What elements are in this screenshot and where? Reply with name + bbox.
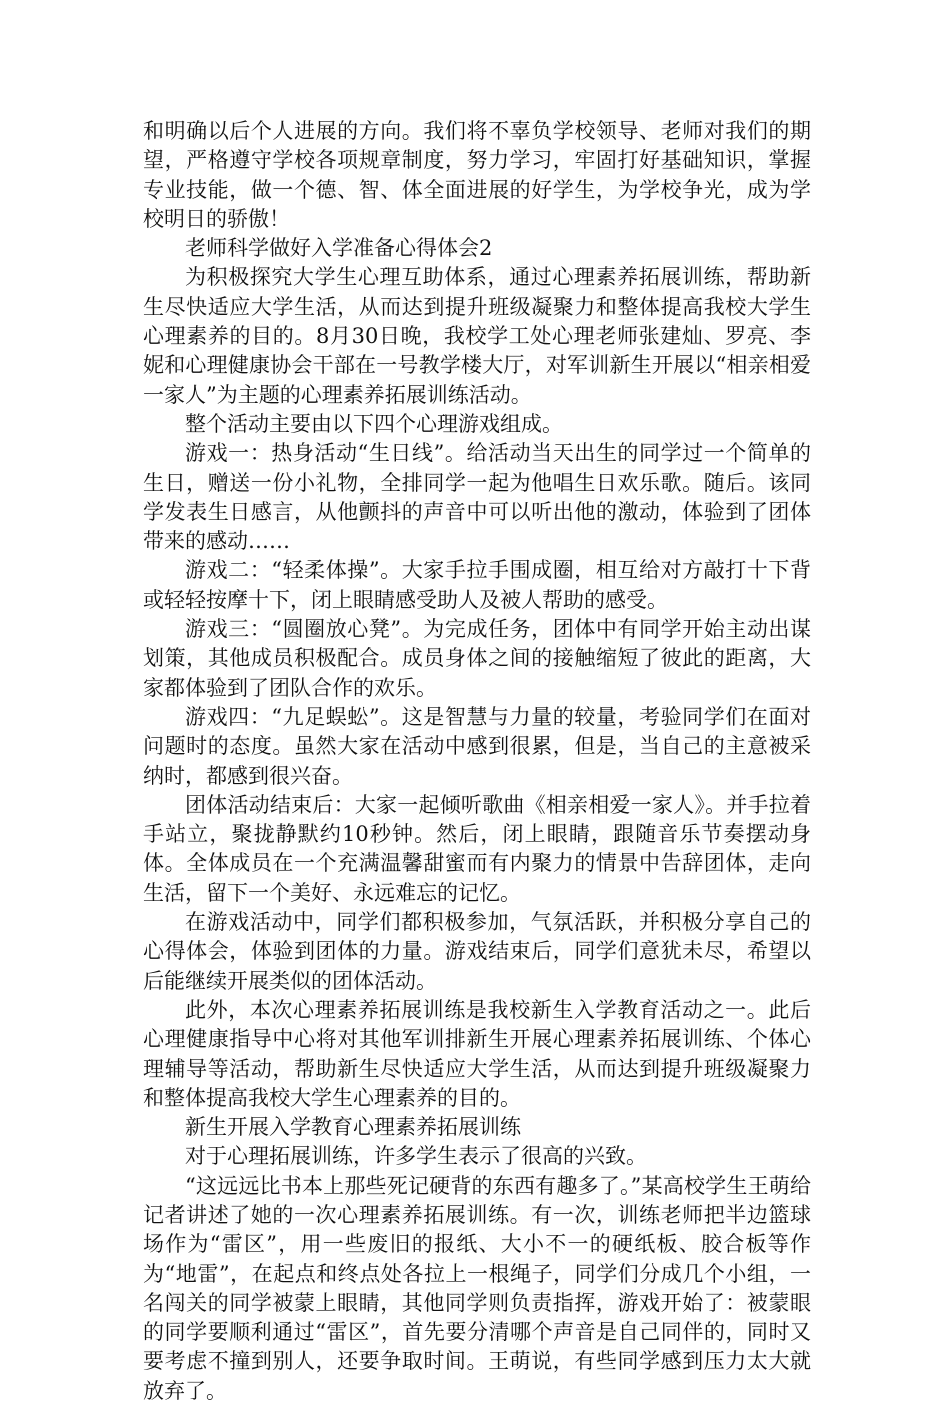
- paragraph-summary: 在游戏活动中，同学们都积极参加，气氛活跃，并积极分享自己的心得体会，体验到团体的力量。游戏结束后，同学们意犹未尽，希望以后能继续开展类似的团体活动。: [143, 910, 811, 993]
- paragraph-3: 整个活动主要由以下四个心理游戏组成。: [185, 411, 563, 436]
- section-heading-2: 新生开展入学教育心理素养拓展训练: [185, 1115, 521, 1140]
- paragraph-interest: 对于心理拓展训练，许多学生表示了很高的兴致。: [185, 1144, 647, 1169]
- paragraph-2: 为积极探究大学生心理互助体系，通过心理素养拓展训练，帮助新生尽快适应大学生活，从而达到提升班级凝聚力和整体提高我校大学生心理素养的目的。8月30日晚，我校学工处心理老师张建灿、罗亮、李妮和心理健康协会干部在一号教学楼大厅，对军训新生开展以“相亲相爱一家人”为主题的心理素养拓展训练活动。: [143, 265, 811, 407]
- document-page: [143, 117, 811, 1406]
- paragraph-game-3: 游戏三：“圆圈放心凳”。为完成任务，团体中有同学开始主动出谋划策，其他成员积极配合。成员身体之间的接触缩短了彼此的距离，大家都体验到了团队合作的欢乐。: [143, 617, 811, 700]
- paragraph-game-2: 游戏二：“轻柔体操”。大家手拉手围成圈，相互给对方敲打十下背或轻轻按摩十下，闭上眼睛感受助人及被人帮助的感受。: [143, 558, 811, 612]
- paragraph-ending: 团体活动结束后：大家一起倾听歌曲《相亲相爱一家人》。并手拉着手站立，聚拢静默约10秒钟。然后，闭上眼睛，跟随音乐节奏摆动身体。全体成员在一个充满温馨甜蜜而有内聚力的情景中告辞团体，走向生活，留下一个美好、永远难忘的记忆。: [143, 792, 811, 905]
- paragraph-story: “这远远比书本上那些死记硬背的东西有趣多了。”某高校学生王萌给记者讲述了她的一次心理素养拓展训练。有一次，训练老师把半边篮球场作为“雷区”，用一些废旧的报纸、大小不一的硬纸板、胶合板等作为“地雷”，在起点和终点处各拉上一根绳子，同学们分成几个小组，一名闯关的同学被蒙上眼睛，其他同学则负责指挥，游戏开始了：被蒙眼的同学要顺利通过“雷区”，首先要分清哪个声音是自己同伴的，同时又要考虑不撞到别人，还要争取时间。王萌说，有些同学感到压力太大就放弃了。: [143, 1173, 811, 1403]
- paragraph-game-1: 游戏一：热身活动“生日线”。给活动当天出生的同学过一个简单的生日，赠送一份小礼物，全排同学一起为他唱生日欢乐歌。随后。该同学发表生日感言，从他颤抖的声音中可以听出他的激动，体验到了团体带来的感动……: [143, 441, 811, 554]
- paragraph-game-4: 游戏四：“九足蜈蚣”。这是智慧与力量的较量，考验同学们在面对问题时的态度。虽然大家在活动中感到很累，但是，当自己的主意被采纳时，都感到很兴奋。: [143, 704, 811, 788]
- section-heading-1: 老师科学做好入学准备心得体会2: [185, 236, 493, 261]
- paragraph-1: 和明确以后个人进展的方向。我们将不辜负学校领导、老师对我们的期望，严格遵守学校各项规章制度，努力学习，牢固打好基础知识，掌握专业技能，做一个德、智、体全面进展的好学生，为学校争光，成为学校明日的骄傲！: [143, 119, 811, 231]
- paragraph-followup: 此外，本次心理素养拓展训练是我校新生入学教育活动之一。此后心理健康指导中心将对其他军训排新生开展心理素养拓展训练、个体心理辅导等活动，帮助新生尽快适应大学生活，从而达到提升班级凝聚力和整体提高我校大学生心理素养的目的。: [143, 997, 811, 1110]
